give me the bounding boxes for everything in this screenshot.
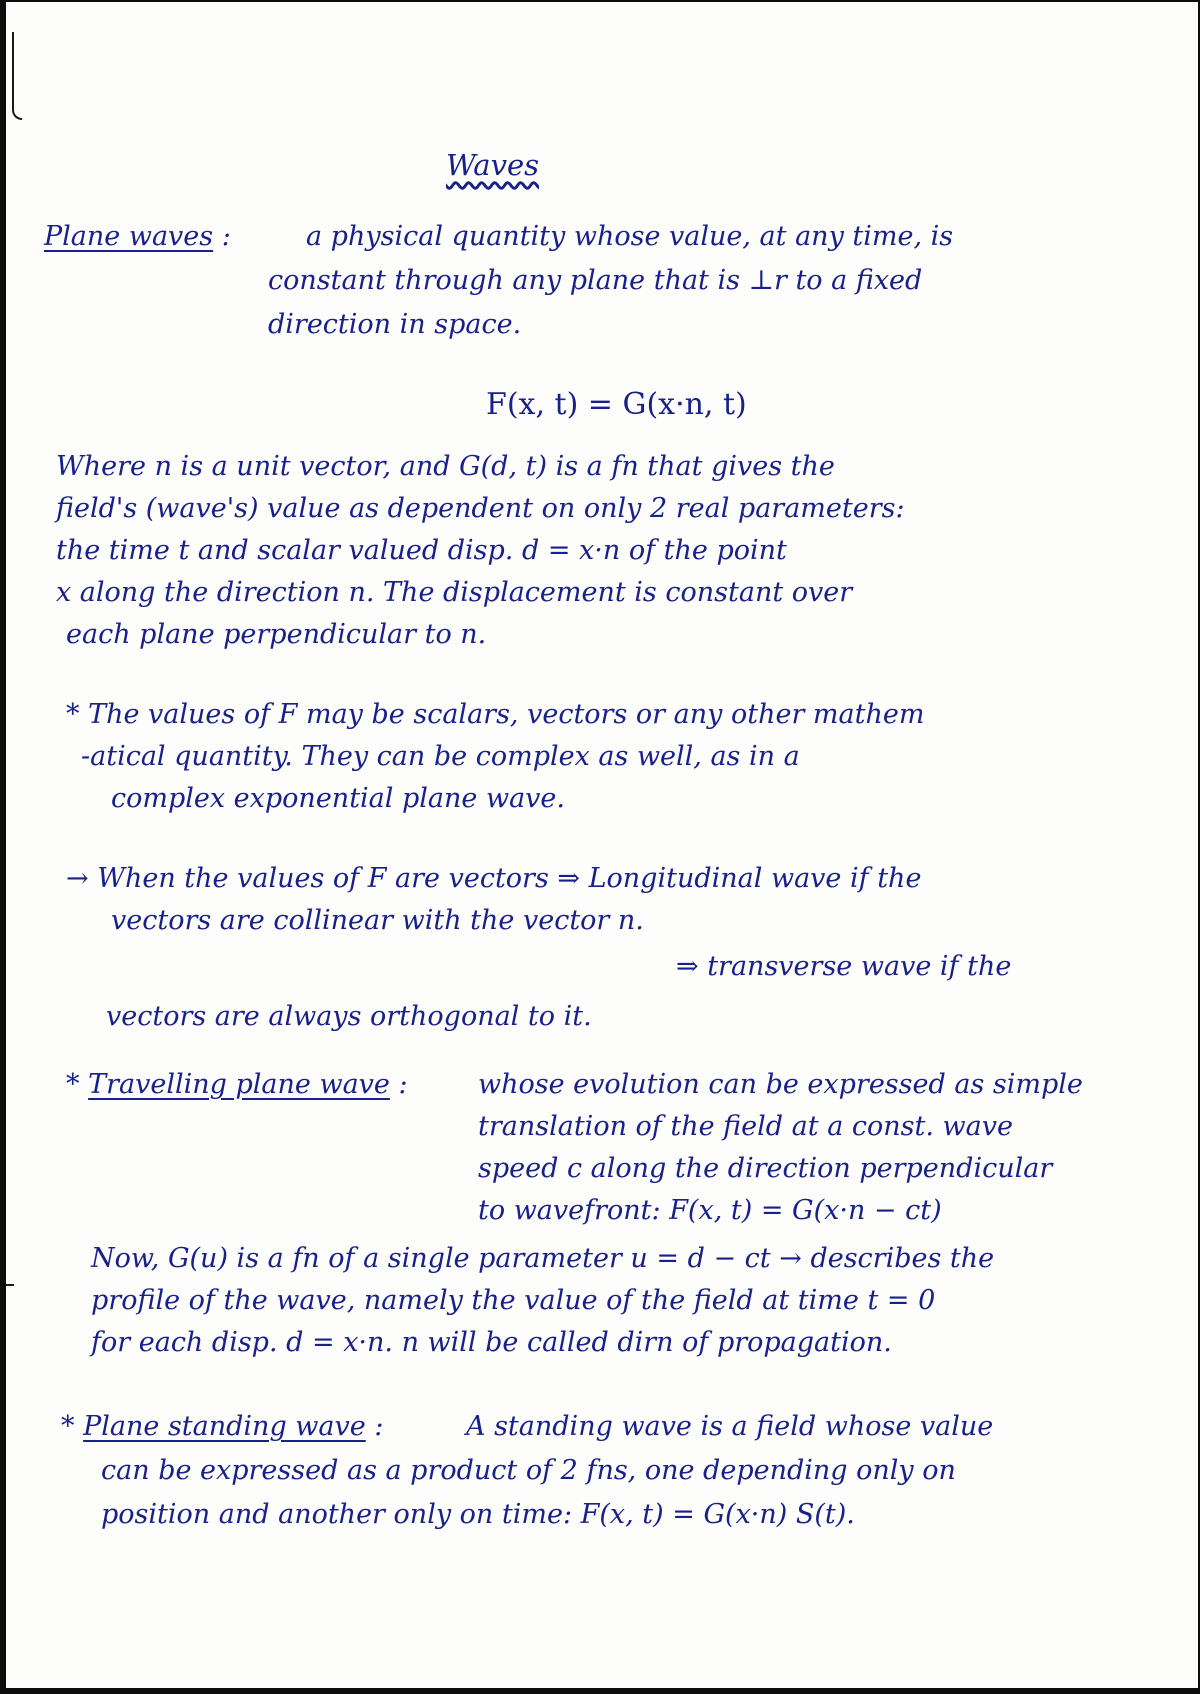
where-line-2: field's (wave's) value as dependent on only 2 real parameters: — [56, 493, 905, 524]
values-note-line-3: complex exponential plane wave. — [111, 783, 565, 814]
page-edge-mark — [12, 32, 22, 120]
standing-line-1: A standing wave is a field whose value — [466, 1411, 994, 1442]
travelling-wave-label: Travelling plane wave — [88, 1069, 390, 1100]
vector-note-line-4: vectors are always orthogonal to it. — [106, 1001, 592, 1032]
page-edge-tick — [6, 1284, 14, 1286]
where-line-3: the time t and scalar valued disp. d = x·n of the point — [56, 535, 787, 566]
plane-waves-line-3: direction in space. — [268, 309, 522, 340]
where-line-4: x along the direction n. The displacement is constant over — [56, 577, 853, 608]
where-line-1: Where n is a unit vector, and G(d, t) is a fn that gives the — [56, 451, 835, 482]
plane-waves-line-1: a physical quantity whose value, at any time, is — [306, 221, 954, 252]
standing-wave-heading — [61, 1410, 383, 1444]
standing-line-2: can be expressed as a product of 2 fns, one depending only on — [101, 1455, 956, 1486]
travelling-line-4: to wavefront: F(x, t) = G(x·n − ct) — [478, 1195, 942, 1226]
vector-note-line-3: ⇒ transverse wave if the — [676, 951, 1012, 982]
page-title: Waves — [446, 148, 540, 182]
standing-bullet: * — [61, 1411, 75, 1442]
plane-waves-line-2: constant through any plane that is ⊥r to a fixed — [268, 265, 923, 296]
values-note-line-1: * The values of F may be scalars, vectors or any other mathem — [66, 699, 925, 730]
where-line-5: each plane perpendicular to n. — [66, 619, 487, 650]
vector-note-line-1: → When the values of F are vectors ⇒ Longitudinal wave if the — [66, 863, 922, 894]
travelling-line-2: translation of the field at a const. wave — [478, 1111, 1013, 1142]
vector-note-line-2: vectors are collinear with the vector n. — [111, 905, 644, 936]
travelling-wave-heading — [66, 1068, 408, 1102]
travelling-now-line-3: for each disp. d = x·n. n will be called dirn of propagation. — [91, 1327, 892, 1358]
notebook-page — [6, 2, 1198, 1688]
values-note-line-2: -atical quantity. They can be complex as well, as in a — [81, 741, 800, 772]
travelling-line-3: speed c along the direction perpendicular — [478, 1153, 1053, 1184]
plane-wave-equation: F(x, t) = G(x·n, t) — [486, 387, 747, 422]
travelling-now-line-1: Now, G(u) is a fn of a single parameter u = d − ct → describes the — [91, 1243, 995, 1274]
plane-waves-separator: : — [221, 221, 231, 252]
travelling-separator: : — [398, 1069, 408, 1100]
travelling-now-line-2: profile of the wave, namely the value of the field at time t = 0 — [91, 1285, 936, 1316]
standing-line-3: position and another only on time: F(x, t) = G(x·n) S(t). — [101, 1499, 855, 1530]
travelling-bullet: * — [66, 1069, 80, 1100]
standing-wave-label: Plane standing wave — [83, 1411, 366, 1442]
standing-separator: : — [374, 1411, 384, 1442]
plane-waves-heading — [44, 220, 231, 254]
travelling-line-1: whose evolution can be expressed as simple — [478, 1069, 1083, 1100]
plane-waves-label: Plane waves — [44, 221, 214, 252]
